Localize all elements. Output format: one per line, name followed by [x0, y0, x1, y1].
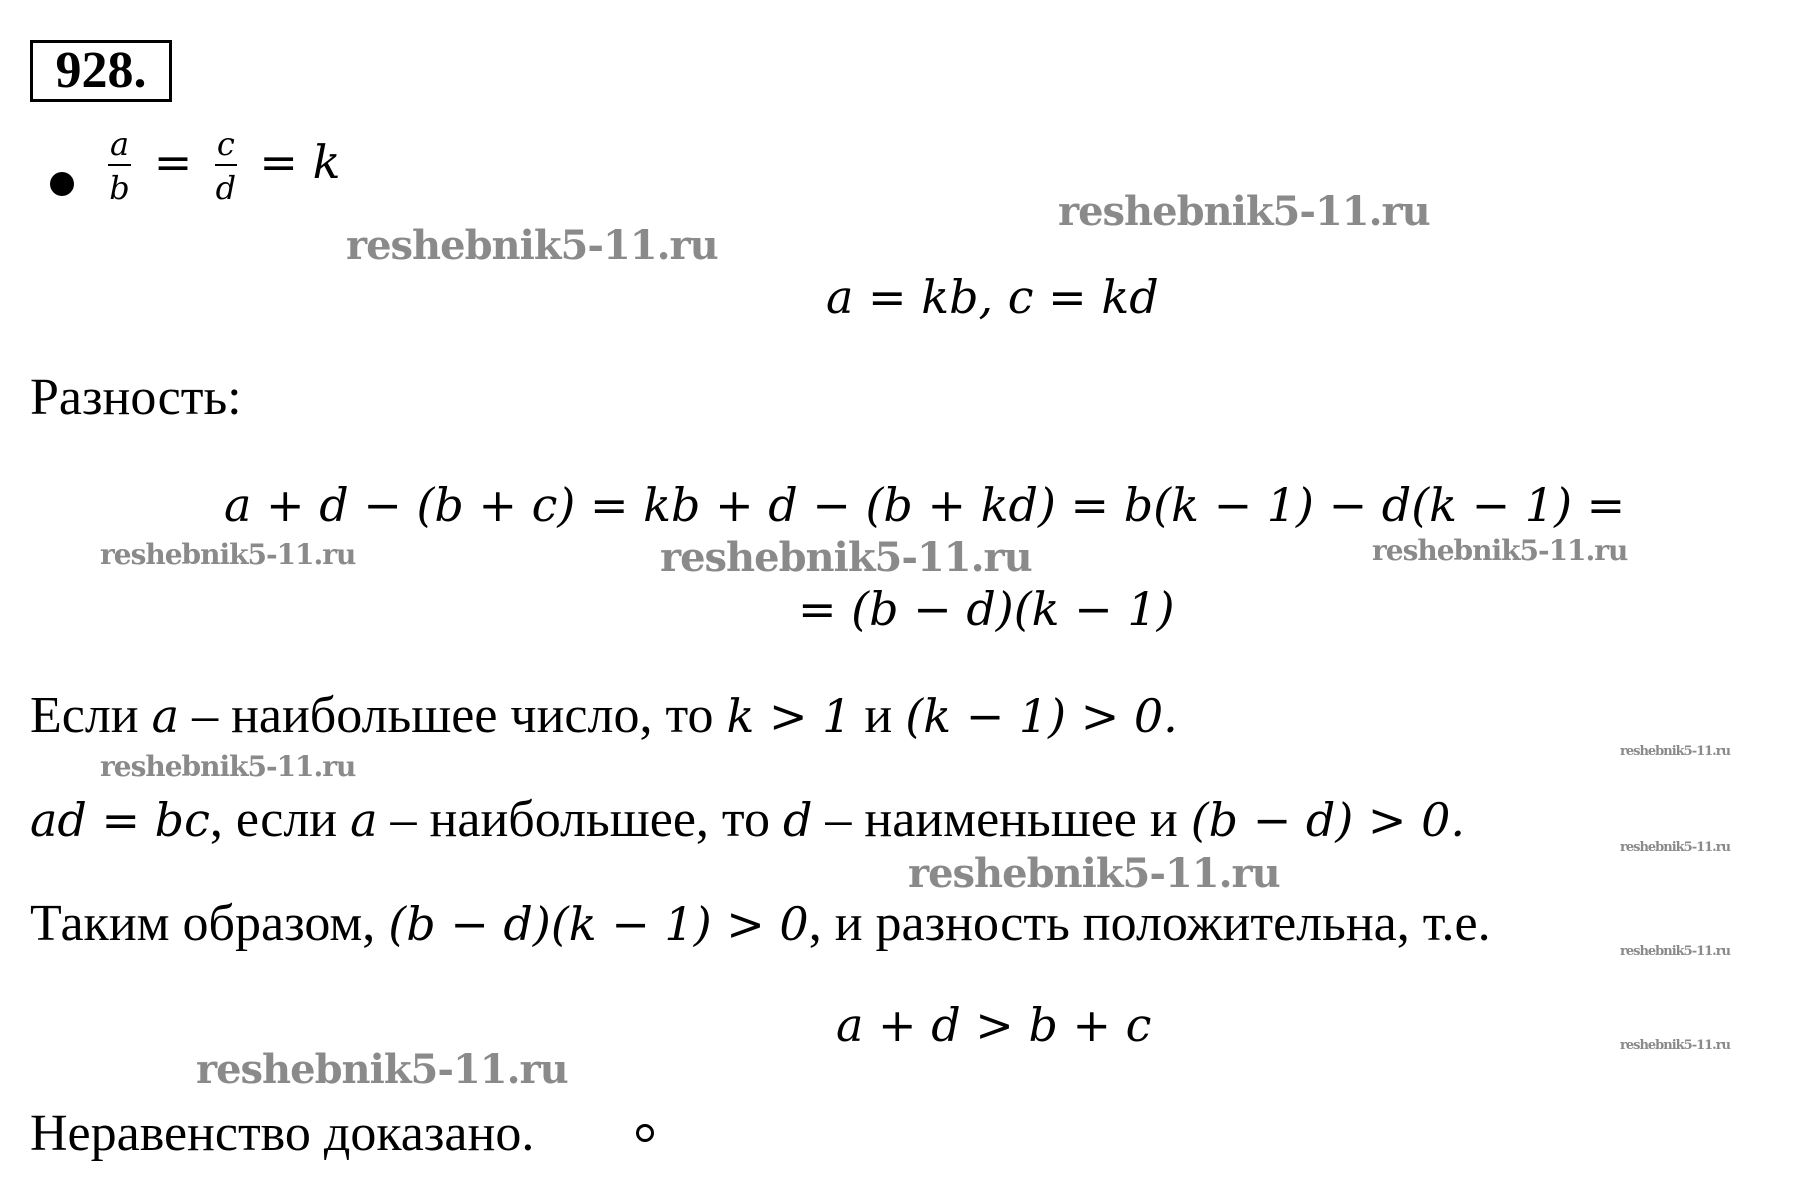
- watermark: reshebnik5-11.ru: [1372, 534, 1628, 567]
- math-fragment: (b − d)(k − 1) > 0: [388, 897, 809, 951]
- end-of-proof-icon: [636, 1124, 654, 1142]
- fraction-denominator: b: [109, 169, 130, 207]
- condition-line-2: [30, 790, 1465, 849]
- text-fragment: – наибольшее, то: [377, 791, 783, 848]
- math-fragment: a: [350, 793, 378, 847]
- math-fragment: k > 1: [726, 689, 852, 743]
- ratio-k: = k: [259, 135, 341, 189]
- difference-label: Разность:: [30, 369, 242, 426]
- watermark: reshebnik5-11.ru: [1620, 944, 1731, 959]
- watermark: reshebnik5-11.ru: [346, 222, 718, 269]
- math-fragment: d: [782, 793, 813, 847]
- math-fragment: ad = bc: [30, 793, 210, 847]
- difference-factored: = (b − d)(k − 1): [798, 582, 1175, 636]
- text-fragment: Таким образом,: [30, 895, 389, 952]
- watermark: reshebnik5-11.ru: [100, 538, 356, 571]
- watermark: reshebnik5-11.ru: [1620, 744, 1731, 759]
- watermark: reshebnik5-11.ru: [908, 850, 1280, 897]
- equals-sign: =: [153, 135, 193, 189]
- ratio-equation: [108, 125, 341, 207]
- problem-number: 928.: [30, 40, 172, 102]
- math-fragment: (k − 1) > 0.: [905, 689, 1178, 743]
- text-fragment: и: [851, 687, 906, 744]
- substitution-line: a = kb, c = kd: [826, 270, 1159, 324]
- watermark: reshebnik5-11.ru: [1620, 1038, 1731, 1053]
- text-fragment: , если: [209, 791, 351, 848]
- watermark: reshebnik5-11.ru: [660, 534, 1032, 581]
- bullet-icon: [50, 172, 74, 196]
- fraction-numerator: c: [215, 128, 237, 166]
- final-inequality: a + d > b + c: [836, 998, 1152, 1052]
- proof-done-text: Неравенство доказано.: [30, 1105, 535, 1162]
- text-fragment: Если: [30, 687, 152, 744]
- text-fragment: , и разность положительна, т.е.: [808, 895, 1491, 952]
- fraction-a-b: [108, 125, 131, 207]
- condition-line-1: [30, 686, 1178, 745]
- fraction-c-d: [215, 125, 237, 207]
- watermark: reshebnik5-11.ru: [196, 1046, 568, 1093]
- watermark: reshebnik5-11.ru: [1620, 840, 1731, 855]
- text-fragment: – наименьшее и: [812, 791, 1191, 848]
- watermark: reshebnik5-11.ru: [100, 750, 356, 783]
- math-fragment: (b − d) > 0.: [1190, 793, 1465, 847]
- text-fragment: – наибольшее число, то: [179, 687, 727, 744]
- conclusion-line: [30, 894, 1491, 953]
- watermark: reshebnik5-11.ru: [1058, 188, 1430, 235]
- fraction-numerator: a: [108, 128, 131, 166]
- fraction-denominator: d: [215, 169, 237, 207]
- difference-expansion: a + d − (b + c) = kb + d − (b + kd) = b(k − 1) − d(k − 1) =: [224, 478, 1626, 532]
- math-fragment: a: [151, 689, 180, 743]
